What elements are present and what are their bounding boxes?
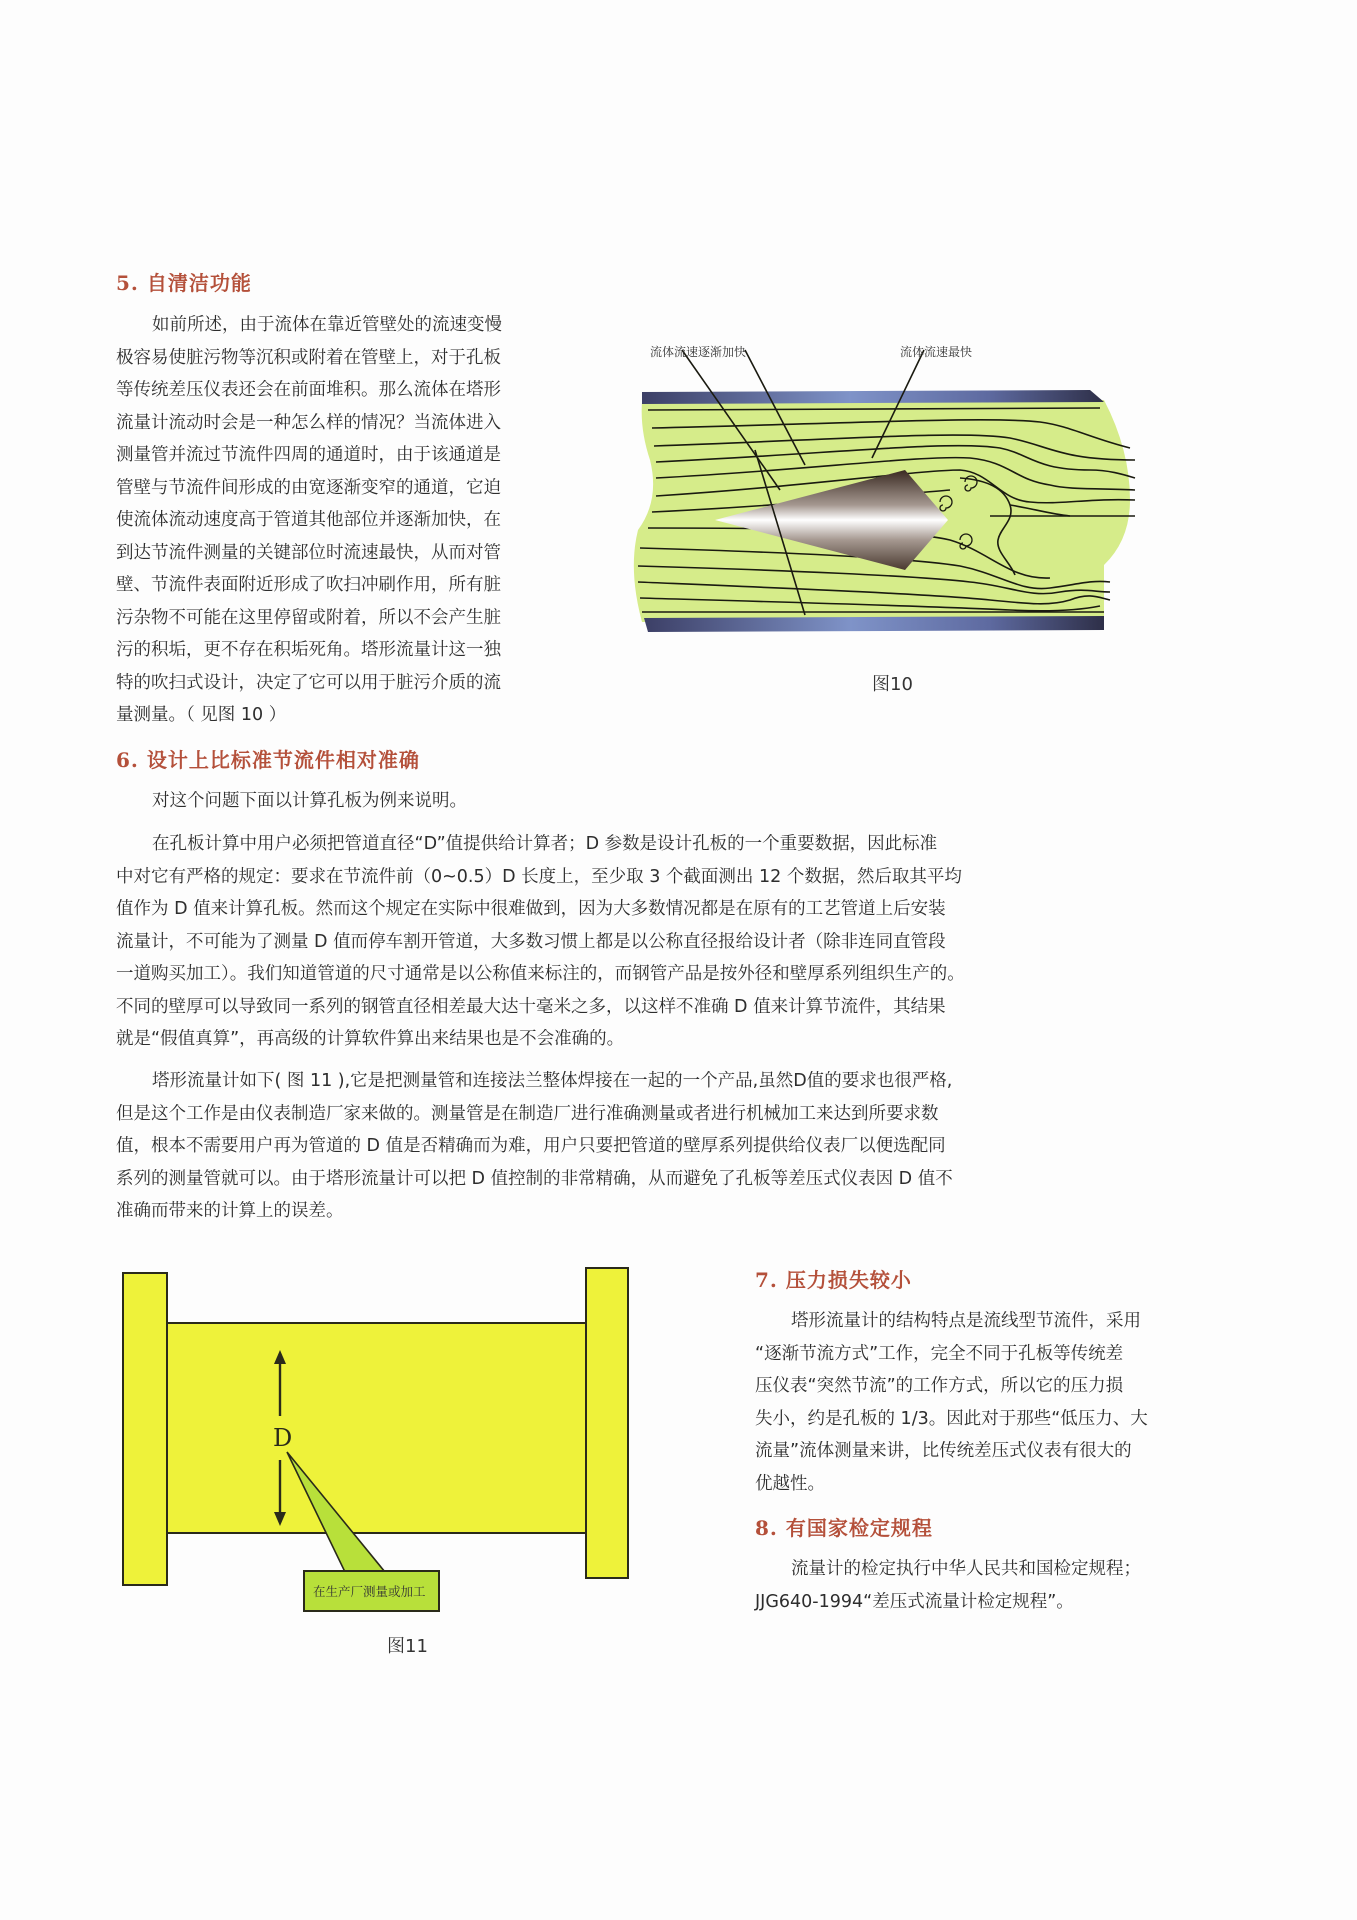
text-line: 压仪表“突然节流”的工作方式，所以它的压力损 bbox=[755, 1376, 1124, 1396]
dimension-label: D bbox=[273, 1424, 293, 1452]
text-line: 等传统差压仪表还会在前面堆积。那么流体在塔形 bbox=[116, 380, 501, 400]
text-line: 塔形流量计的结构特点是流线型节流件，采用 bbox=[791, 1311, 1141, 1331]
text-line: 污的积垢，更不存在积垢死角。塔形流量计这一独 bbox=[116, 640, 501, 660]
flange-right bbox=[586, 1268, 628, 1578]
text-line: 不同的壁厚可以导致同一系列的钢管直径相差最大达十毫米之多，以这样不准确 D 值来计算节流件，其结果 bbox=[116, 996, 946, 1017]
text-line: 到达节流件测量的关键部位时流速最快，从而对管 bbox=[116, 542, 501, 563]
text-line: 准确而带来的计算上的误差。 bbox=[116, 1201, 344, 1221]
text-line: 就是“假值真算”，再高级的计算软件算出来结果也是不会准确的。 bbox=[116, 1029, 625, 1049]
text-line: 系列的测量管就可以。由于塔形流量计可以把 D 值控制的非常精确，从而避免了孔板等差压式仪表因 D 值不 bbox=[116, 1168, 953, 1189]
section-6-paragraph-3 bbox=[116, 1065, 1106, 1228]
text-line: 值，根本不需要用户再为管道的 D 值是否精确而为难，用户只要把管道的壁厚系列提供给仪表厂以便选配同 bbox=[116, 1136, 946, 1156]
callout-text: 在生产厂测量或加工 bbox=[313, 1584, 426, 1599]
text-line: 使流体流动速度高于管道其他部位并逐渐加快，在 bbox=[116, 510, 501, 530]
section-7-heading: 7. 压力损失较小 bbox=[755, 1268, 912, 1292]
text-line: 量测量。（ 见图 10 ） bbox=[116, 705, 287, 725]
text-line: 如前所述，由于流体在靠近管壁处的流速变慢 bbox=[152, 315, 502, 335]
text-line: JJG640-1994“差压式流量计检定规程”。 bbox=[755, 1591, 1074, 1612]
section-5-heading: 5. 自清洁功能 bbox=[116, 271, 252, 295]
figure-11-caption: 图11 bbox=[387, 1636, 428, 1657]
section-6-heading: 6. 设计上比标准节流件相对准确 bbox=[116, 748, 420, 772]
text-line: 管壁与节流件间形成的由宽逐渐变窄的通道，它迫 bbox=[116, 477, 501, 498]
figure-10-caption: 图10 bbox=[872, 674, 913, 695]
tube-body bbox=[167, 1323, 586, 1533]
text-line: 流量计，不可能为了测量 D 值而停车割开管道，大多数习惯上都是以公称直径报给设计者（除非连同直管段 bbox=[116, 931, 946, 952]
text-line: 优越性。 bbox=[755, 1473, 825, 1494]
text-line: 中对它有严格的规定：要求在节流件前（0~0.5）D 长度上，至少取 3 个截面测出 12 个数据，然后取其平均 bbox=[116, 866, 962, 887]
text-line: 值作为 D 值来计算孔板。然而这个规定在实际中很难做到，因为大多数情况都是在原有的工艺管道上后安装 bbox=[116, 899, 946, 919]
text-line: 失小，约是孔板的 1/3。因此对于那些“低压力、大 bbox=[755, 1408, 1148, 1429]
text-line: 在孔板计算中用户必须把管道直径“D”值提供给计算者；D 参数是设计孔板的一个重要数据，因此标准 bbox=[152, 834, 938, 854]
text-line: 流量”流体测量来讲，比传统差压式仪表有很大的 bbox=[755, 1441, 1132, 1461]
section-7-paragraph bbox=[755, 1305, 1217, 1500]
text-line: 塔形流量计如下( 图 11 ),它是把测量管和连接法兰整体焊接在一起的一个产品,虽然D值的要求也很严格, bbox=[152, 1071, 953, 1091]
text-line: 测量管并流过节流件四周的通道时，由于该通道是 bbox=[116, 445, 501, 465]
text-line: 极容易使脏污物等沉积或附着在管壁上，对于孔板 bbox=[116, 347, 501, 368]
text-line: “逐渐节流方式”工作，完全不同于孔板等传统差 bbox=[755, 1343, 1124, 1364]
pipe-wall-bottom bbox=[644, 616, 1104, 632]
section-6-paragraph-2 bbox=[116, 828, 1106, 1056]
text-line: 壁、节流件表面附近形成了吹扫冲刷作用，所有脏 bbox=[116, 575, 501, 595]
figure-11-measuring-tube bbox=[120, 1268, 620, 1628]
text-line: 特的吹扫式设计，决定了它可以用于脏污介质的流 bbox=[116, 672, 501, 693]
section-5-paragraph bbox=[116, 309, 572, 732]
text-line: 流量计的检定执行中华人民共和国检定规程； bbox=[791, 1559, 1141, 1579]
text-line: 污杂物不可能在这里停留或附着，所以不会产生脏 bbox=[116, 607, 501, 628]
flange-left bbox=[123, 1273, 167, 1585]
label-fastest: 流体流速最快 bbox=[900, 345, 973, 359]
figure-10-flow-diagram bbox=[630, 330, 1170, 700]
section-8-paragraph bbox=[755, 1553, 1217, 1618]
label-accelerating: 流体流速逐渐加快 bbox=[650, 345, 747, 359]
section-6-paragraph-1 bbox=[116, 785, 1106, 818]
section-8-heading: 8. 有国家检定规程 bbox=[755, 1516, 933, 1540]
text-line: 一道购买加工）。我们知道管道的尺寸通常是以公称值来标注的，而钢管产品是按外径和壁厚系列组织生产的。 bbox=[116, 964, 965, 984]
text-line: 但是这个工作是由仪表制造厂家来做的。测量管是在制造厂进行准确测量或者进行机械加工来达到所要求数 bbox=[116, 1103, 939, 1124]
text-line: 对这个问题下面以计算孔板为例来说明。 bbox=[152, 791, 467, 811]
text-line: 流量计流动时会是一种怎么样的情况？当流体进入 bbox=[116, 412, 501, 433]
